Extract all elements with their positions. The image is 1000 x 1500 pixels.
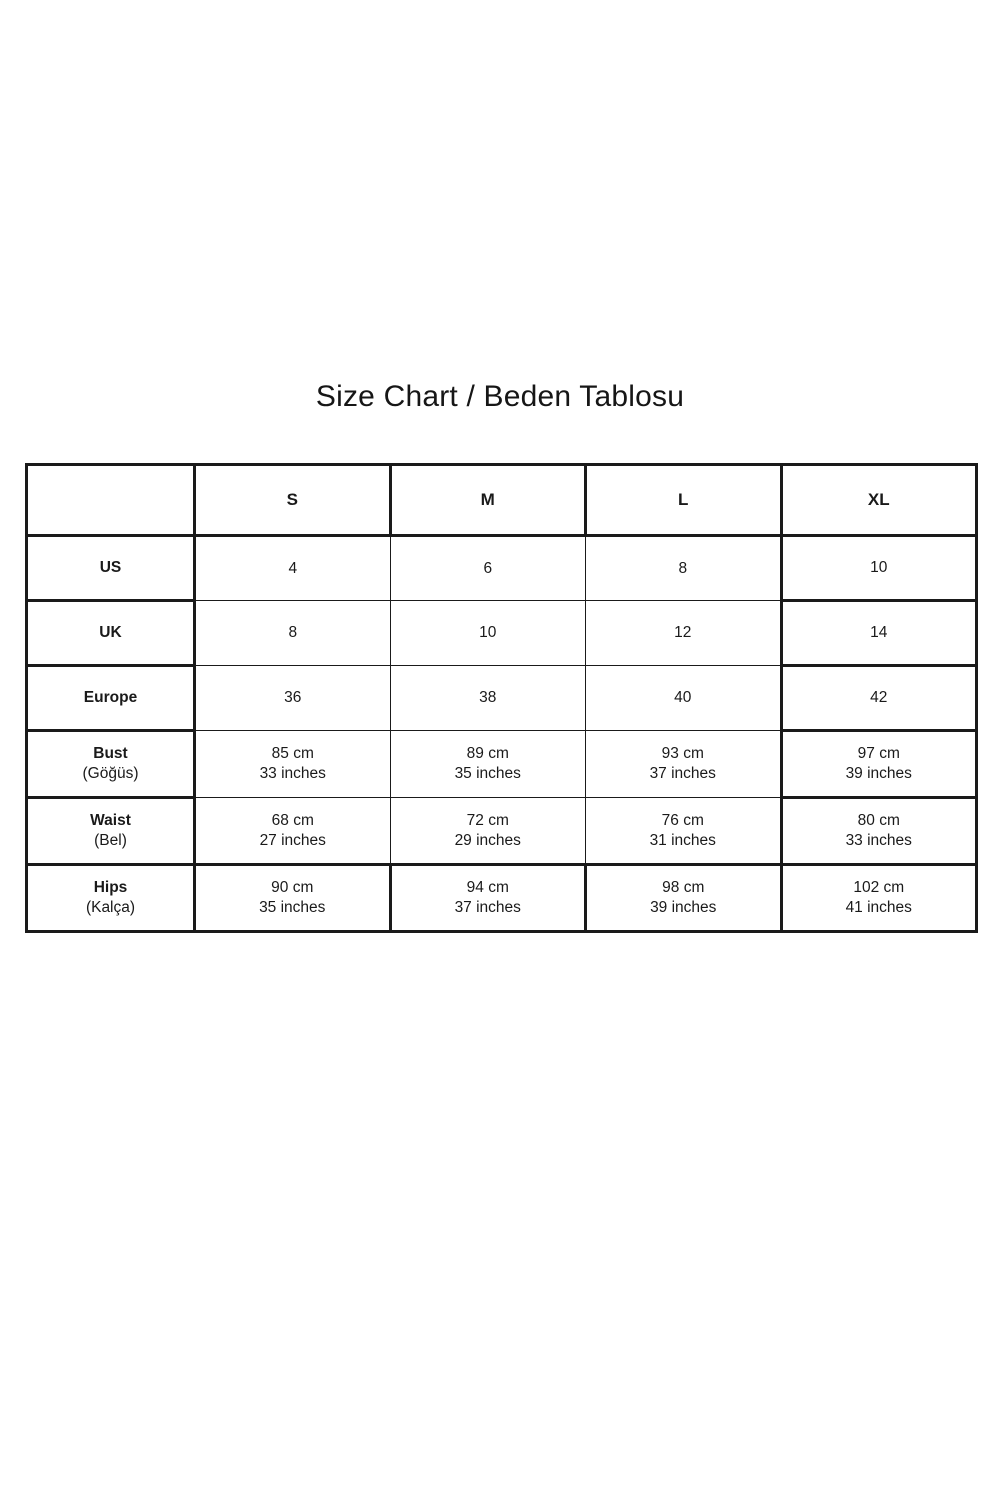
cell-waist-m-in: 29 inches: [454, 831, 521, 849]
cell-uk-m: 10: [390, 601, 586, 666]
cell-hips-xl: [781, 865, 977, 932]
table-row: [27, 601, 977, 666]
cell-bust-s-cm: 85 cm: [271, 745, 314, 763]
cell-hips-s: [195, 865, 391, 932]
cell-uk-xl: 14: [781, 601, 977, 666]
cell-uk-s: 8: [195, 601, 391, 666]
column-header-xl: XL: [781, 465, 977, 536]
row-label-europe: Europe: [27, 666, 195, 731]
cell-bust-l: [586, 731, 782, 798]
row-label-hips: [27, 865, 195, 932]
cell-waist-xl-in: 33 inches: [845, 832, 912, 849]
cell-bust-s-in: 33 inches: [259, 765, 326, 782]
row-label-waist-main: Waist: [90, 812, 131, 830]
table-row: [27, 798, 977, 865]
cell-hips-s-in: 35 inches: [259, 899, 326, 916]
cell-hips-m: [390, 865, 586, 932]
cell-bust-l-cm: 93 cm: [661, 745, 704, 763]
cell-waist-s-in: 27 inches: [259, 831, 326, 849]
table-row: [27, 865, 977, 932]
cell-europe-l: 40: [586, 666, 782, 731]
cell-waist-l: [586, 798, 782, 865]
cell-uk-l: 12: [586, 601, 782, 666]
page-title: Size Chart / Beden Tablosu: [315, 380, 685, 413]
cell-waist-xl-cm: 80 cm: [857, 812, 900, 830]
table-corner-cell: [27, 465, 195, 536]
row-label-hips-main: Hips: [93, 879, 128, 897]
row-label-hips-sub: (Kalça): [85, 899, 136, 916]
row-label-us: US: [27, 536, 195, 601]
cell-hips-s-cm: 90 cm: [271, 879, 314, 897]
cell-bust-l-in: 37 inches: [649, 765, 716, 782]
cell-waist-s: [195, 798, 391, 865]
row-label-bust-main: Bust: [93, 745, 128, 763]
cell-waist-xl: [781, 798, 977, 865]
cell-us-l: 8: [586, 536, 782, 601]
cell-europe-s: 36: [195, 666, 391, 731]
cell-bust-m-in: 35 inches: [454, 765, 521, 782]
cell-europe-m: 38: [390, 666, 586, 731]
cell-hips-xl-cm: 102 cm: [853, 879, 905, 897]
cell-us-m: 6: [390, 536, 586, 601]
cell-waist-m-cm: 72 cm: [466, 811, 509, 829]
table-row: [27, 666, 977, 731]
table-row: [27, 536, 977, 601]
table-row: [27, 731, 977, 798]
size-chart-table-container: [25, 463, 975, 933]
row-label-bust-sub: (Göğüs): [82, 765, 139, 782]
cell-us-xl: 10: [781, 536, 977, 601]
column-header-s: S: [195, 465, 391, 536]
table-header-row: [27, 465, 977, 536]
cell-hips-m-in: 37 inches: [454, 899, 521, 916]
size-chart-table: [25, 463, 978, 933]
row-label-uk: UK: [27, 601, 195, 666]
cell-us-s: 4: [195, 536, 391, 601]
row-label-bust: [27, 731, 195, 798]
cell-bust-m: [390, 731, 586, 798]
cell-bust-m-cm: 89 cm: [466, 745, 509, 763]
cell-bust-s: [195, 731, 391, 798]
cell-waist-l-in: 31 inches: [649, 831, 716, 849]
column-header-m: M: [390, 465, 586, 536]
cell-waist-s-cm: 68 cm: [271, 811, 314, 829]
cell-waist-m: [390, 798, 586, 865]
row-label-waist-sub: (Bel): [94, 832, 127, 849]
column-header-l: L: [586, 465, 782, 536]
cell-bust-xl-in: 39 inches: [845, 765, 912, 782]
cell-hips-xl-in: 41 inches: [845, 899, 912, 916]
cell-hips-l: [586, 865, 782, 932]
cell-hips-l-in: 39 inches: [650, 899, 717, 916]
cell-bust-xl-cm: 97 cm: [857, 745, 900, 763]
cell-bust-xl: [781, 731, 977, 798]
cell-waist-l-cm: 76 cm: [661, 811, 704, 829]
cell-hips-l-cm: 98 cm: [662, 879, 705, 897]
row-label-waist: [27, 798, 195, 865]
cell-europe-xl: 42: [781, 666, 977, 731]
cell-hips-m-cm: 94 cm: [466, 879, 509, 897]
